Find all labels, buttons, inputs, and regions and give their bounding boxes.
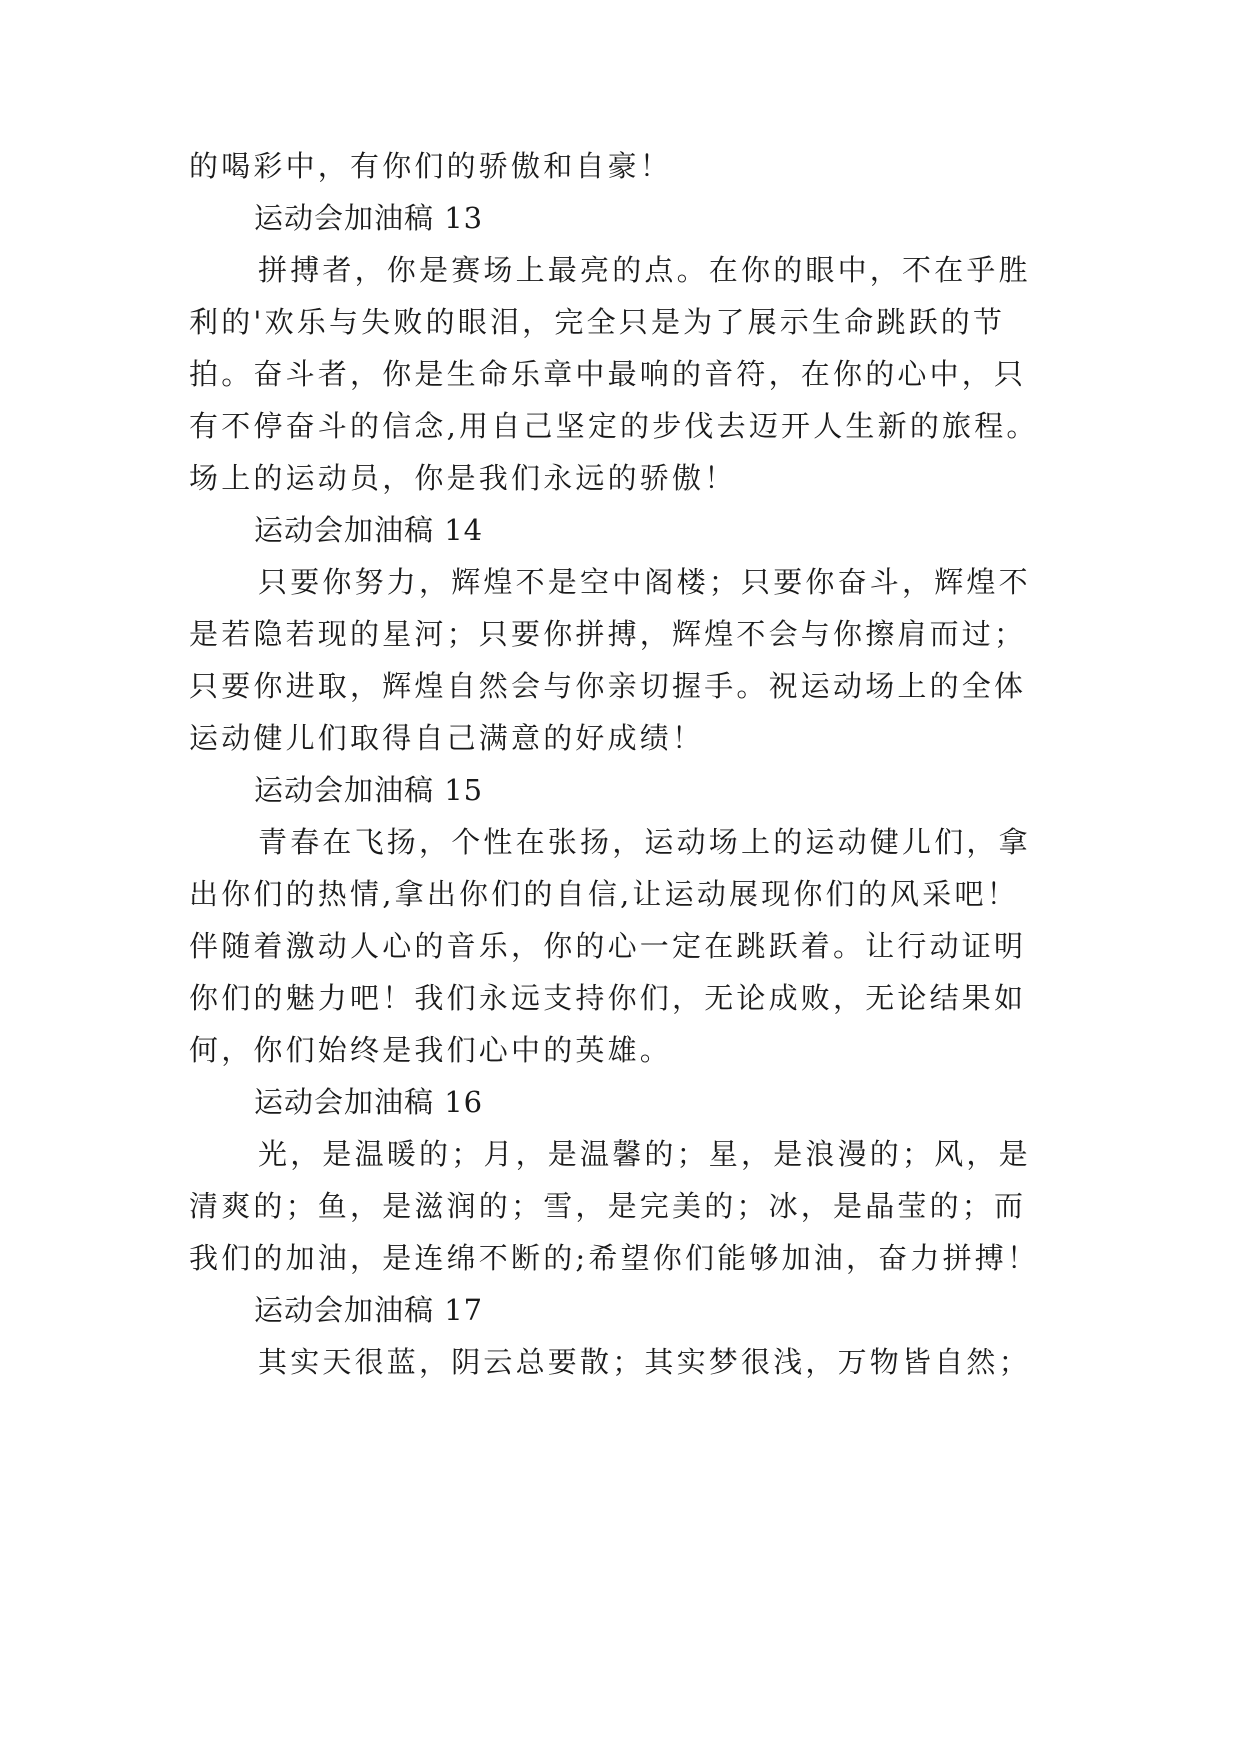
text-line: 只要你进取，辉煌自然会与你亲切握手。祝运动场上的全体	[189, 669, 1027, 703]
text-line: 只要你努力，辉煌不是空中阁楼；只要你奋斗，辉煌不	[258, 565, 1031, 599]
section-heading: 运动会加油稿 13	[254, 201, 484, 235]
section-heading: 运动会加油稿 15	[254, 773, 484, 807]
text-line: 有不停奋斗的信念,用自己坚定的步伐去迈开人生新的旅程。	[189, 409, 1039, 443]
section-heading: 运动会加油稿 14	[254, 513, 484, 547]
text-line: 的喝彩中，有你们的骄傲和自豪！	[189, 149, 673, 183]
text-line: 你们的魅力吧！我们永远支持你们，无论成败，无论结果如	[189, 981, 1027, 1015]
text-line: 场上的运动员，你是我们永远的骄傲！	[189, 461, 737, 495]
text-line: 拼搏者，你是赛场上最亮的点。在你的眼中，不在乎胜	[258, 253, 1031, 287]
text-line: 清爽的；鱼，是滋润的；雪，是完美的；冰，是晶莹的；而	[189, 1189, 1027, 1223]
text-line: 光，是温暖的；月，是温馨的；星，是浪漫的；风，是	[258, 1137, 1031, 1171]
text-line: 伴随着激动人心的音乐，你的心一定在跳跃着。让行动证明	[189, 929, 1027, 963]
text-line: 我们的加油，是连绵不断的;希望你们能够加油，奋力拼搏！	[189, 1241, 1040, 1275]
text-line: 利的'欢乐与失败的眼泪，完全只是为了展示生命跳跃的节	[189, 305, 1006, 339]
text-line: 青春在飞扬，个性在张扬，运动场上的运动健儿们，拿	[258, 825, 1031, 859]
text-line: 是若隐若现的星河；只要你拼搏，辉煌不会与你擦肩而过；	[189, 617, 1027, 651]
text-line: 运动健儿们取得自己满意的好成绩！	[189, 721, 705, 755]
text-line: 何，你们始终是我们心中的英雄。	[189, 1033, 673, 1067]
section-heading: 运动会加油稿 17	[254, 1293, 484, 1327]
text-line: 拍。奋斗者，你是生命乐章中最响的音符，在你的心中，只	[189, 357, 1027, 391]
text-line: 其实天很蓝，阴云总要散；其实梦很浅，万物皆自然；	[258, 1345, 1031, 1379]
text-line: 出你们的热情,拿出你们的自信,让运动展现你们的风采吧！	[189, 877, 1019, 911]
section-heading: 运动会加油稿 16	[254, 1085, 484, 1119]
